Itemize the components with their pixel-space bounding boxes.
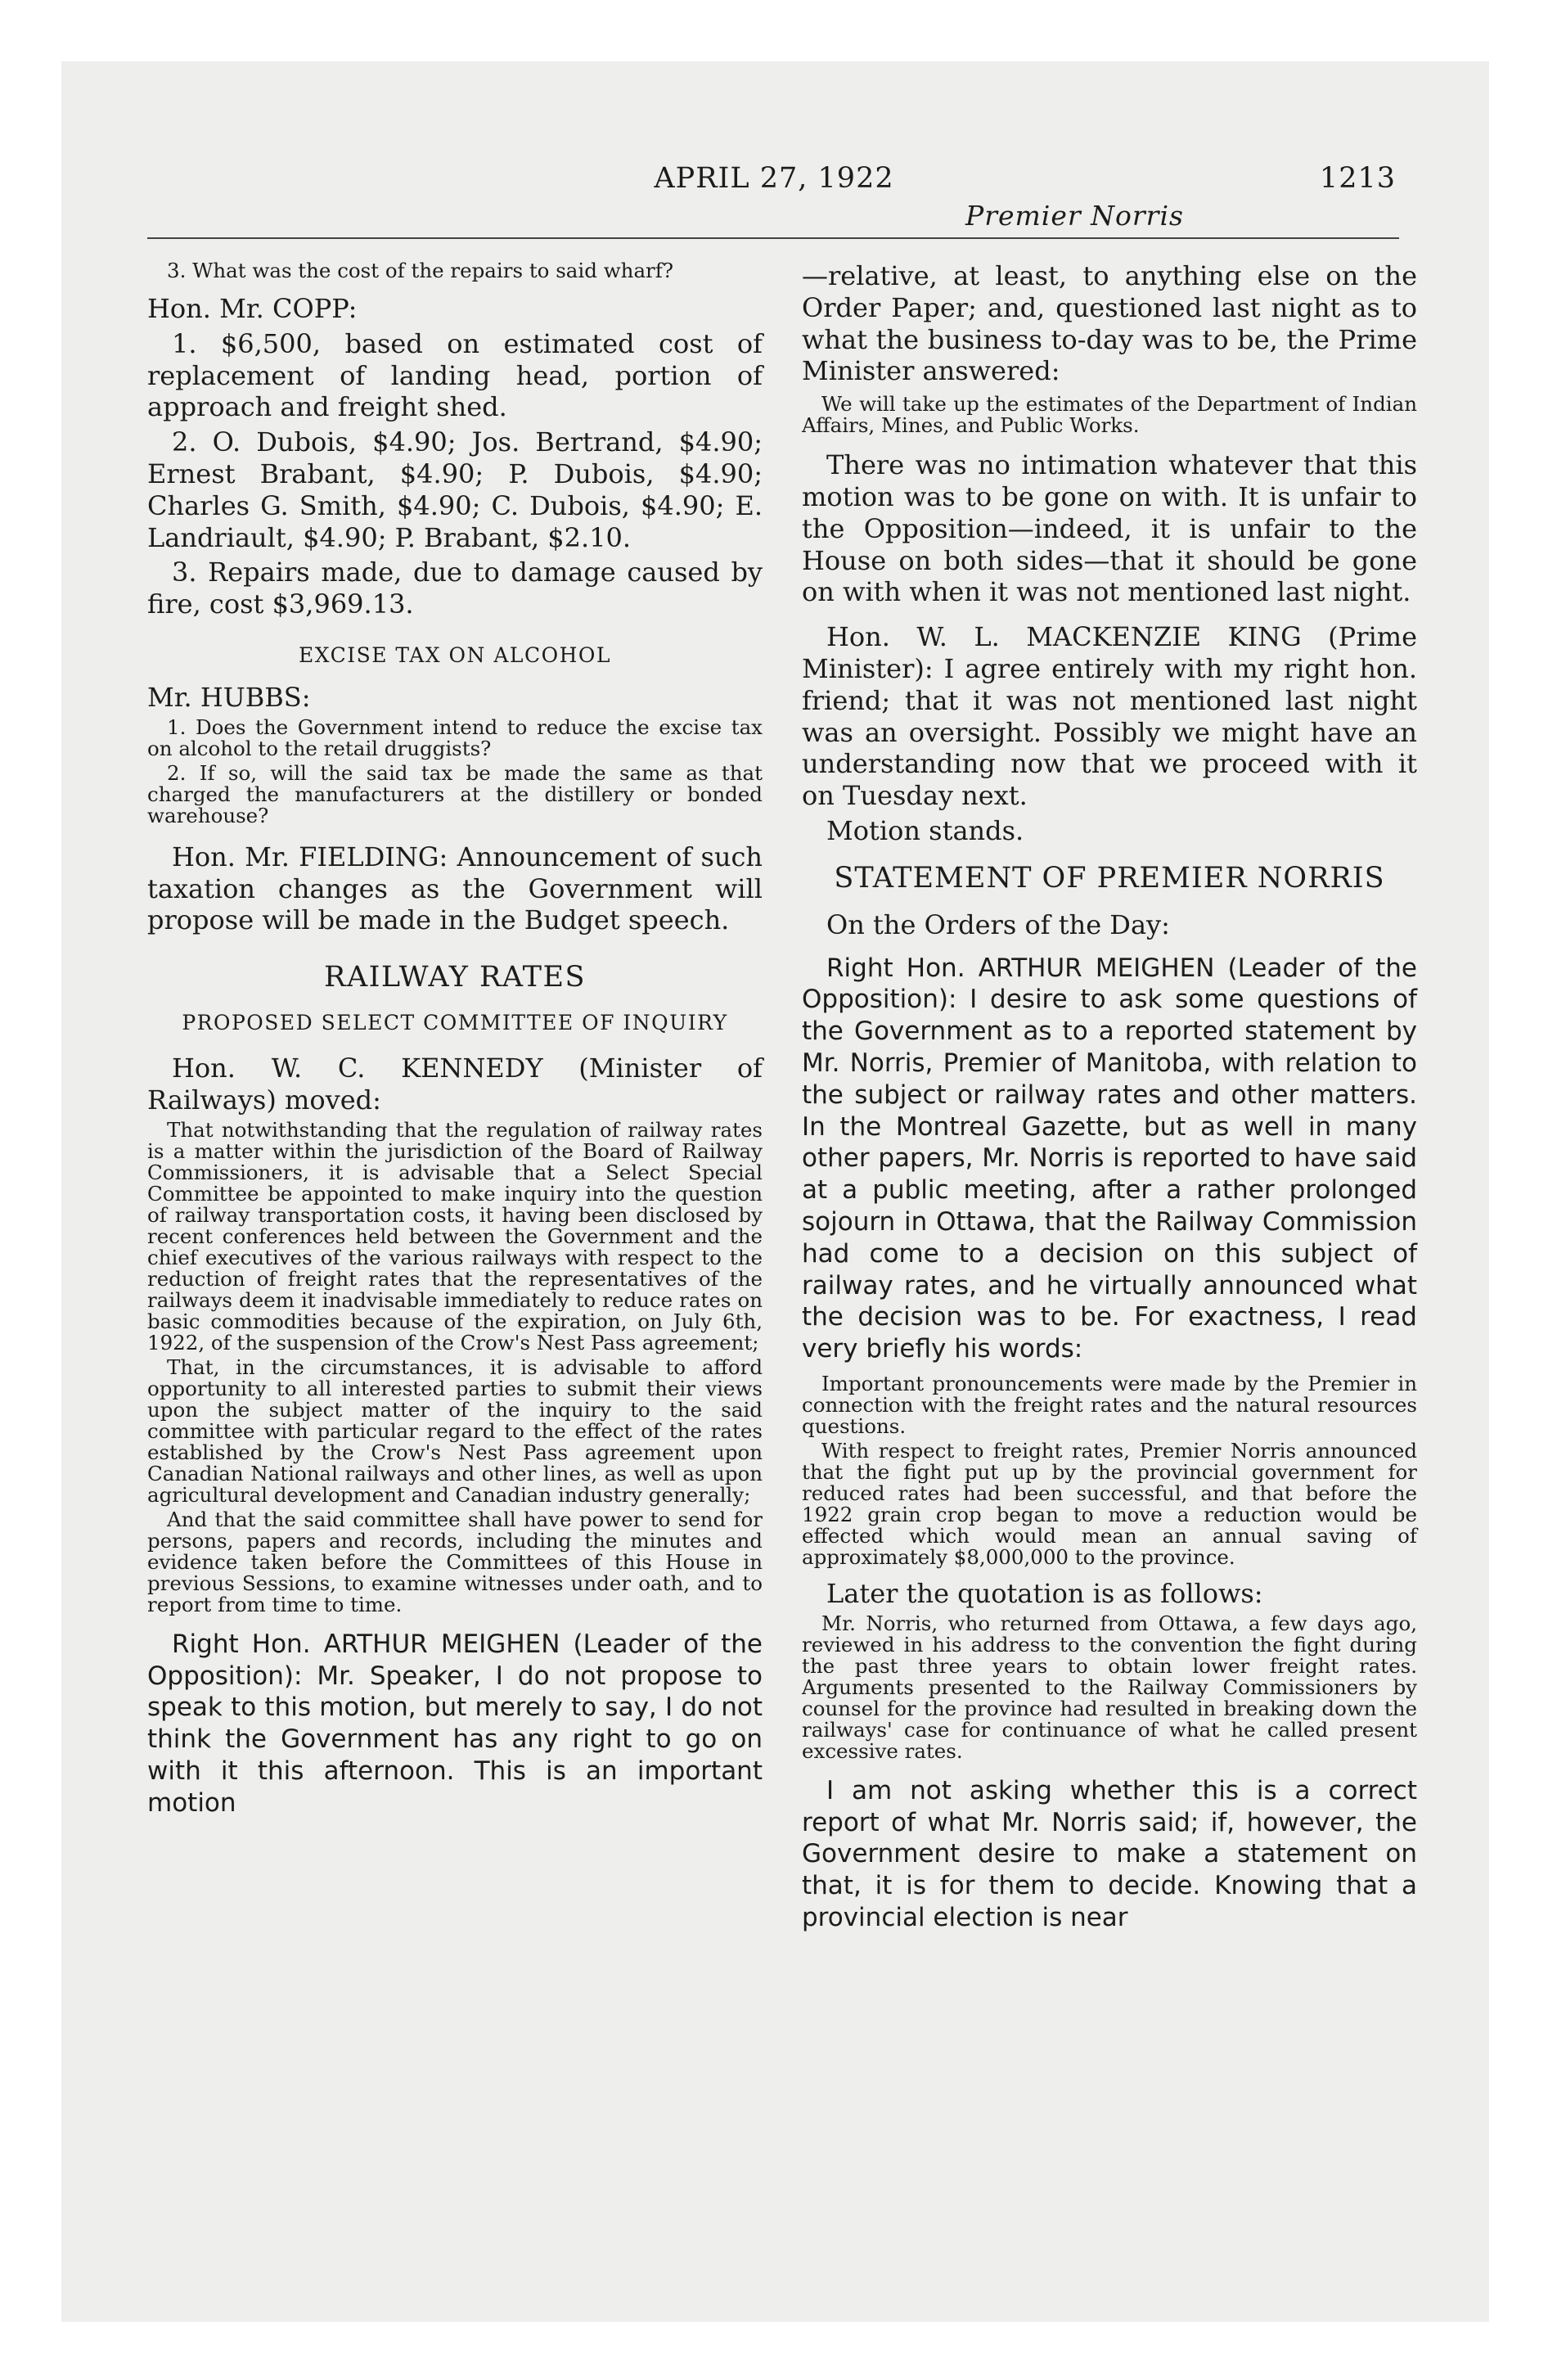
section-heading-statement: STATEMENT OF PREMIER NORRIS — [834, 861, 1385, 895]
meighen-speech-1: Right Hon. ARTHUR MEIGHEN (Leader of the Opposition): Mr. Speaker, I do not propose to speak to this motion, but merely to say, I do not think the Government has any right to go on with it this afternoon. This is an important motion — [147, 1629, 763, 1818]
kennedy-motion-intro: Hon. W. C. KENNEDY (Minister of Railways) moved: — [147, 1053, 763, 1116]
left-column — [147, 260, 763, 1823]
meighen-speech-2: Right Hon. ARTHUR MEIGHEN (Leader of the Opposition): I desire to ask some questions of the Government as to a reported statement by Mr. Norris, Premier of Manitoba, with relation to the subject or railway rates and other matters. In the Montreal Gazette, but as well in many other papers, Mr. Norris is reported to have said at a public meeting, after a rather prolonged sojourn in Ottawa, that the Railway Commission had come to a decision on this subject of railway rates, and he virtually announced what the decision was to be. For exactness, I read very briefly his words: — [802, 953, 1417, 1364]
speaker-hubbs: Mr. HUBBS: — [147, 681, 311, 713]
quote-gazette-3: Mr. Norris, who returned from Ottawa, a few days ago, reviewed in his address to the convention the fight during the past three years to obtain lower freight rates. Arguments presented to the Railway Commissioners by counsel for the province had resulted in breaking down the railways' case for continuance of what he called present excessive rates. — [802, 1611, 1417, 1763]
motion-paragraph-2: That, in the circumstances, it is advisable to afford opportunity to all interested parties to submit their views upon the subject matter of the inquiry to the said committee with particular regard to the effect of the rates established by the Crow's Nest Pass agreement upon Canadian National railways and other lines, as well as upon agricultural development and Canadian industry generally; — [147, 1355, 763, 1507]
quote-prime-minister: We will take up the estimates of the Department of Indian Affairs, Mines, and Public Works. — [802, 392, 1417, 438]
section-subheading-committee: PROPOSED SELECT COMMITTEE OF INQUIRY — [182, 1011, 728, 1035]
right-column — [802, 260, 1417, 1937]
hubbs-question-1: 1. Does the Government intend to reduce the excise tax on alcohol to the retail druggists? — [147, 714, 763, 760]
section-heading-excise: EXCISE TAX ON ALCOHOL — [298, 642, 612, 667]
quote-gazette-2: With respect to freight rates, Premier Norris announced that the fight put up by the provincial government for reduced rates had been successful, and that before the 1922 grain crop began to move a reduction would be effected which would mean an annual saving of approximately $8,000,000 to the province. — [802, 1438, 1417, 1569]
header-rule — [147, 237, 1399, 239]
page-date: APRIL 27, 1922 — [654, 162, 894, 195]
motion-stands: Motion stands. — [826, 814, 1024, 846]
motion-paragraph-3: And that the said committee shall have power to send for persons, papers and records, including the minutes and evidence taken before the Committees of this House in previous Sessions, to examine witnesses under oath, and to report from time to time. — [147, 1507, 763, 1616]
no-intimation-paragraph: There was no intimation whatever that this motion was to be gone on with. It is unfair to the Opposition—indeed, it is unfair to the House on both sides—that it should be gone on with when it was not mentioned last night. — [802, 449, 1417, 608]
answer-3: 3. Repairs made, due to damage caused by fire, cost $3,969.13. — [147, 557, 763, 620]
later-quotation: Later the quotation is as follows: — [826, 1577, 1263, 1609]
page-subject: Premier Norris — [965, 200, 1184, 232]
fielding-answer: Hon. Mr. FIELDING: Announcement of such taxation changes as the Government will propose will be made in the Budget speech. — [147, 841, 763, 936]
question-3: 3. What was the cost of the repairs to said wharf? — [167, 259, 673, 282]
page-number: 1213 — [1319, 162, 1396, 195]
section-heading-railway: RAILWAY RATES — [323, 961, 587, 994]
not-asking-paragraph: I am not asking whether this is a correct report of what Mr. Norris said; if, however, the Government desire to make a statement on that, it is for them to decide. Knowing that a provincial election is near — [802, 1775, 1417, 1932]
king-reply: Hon. W. L. MACKENZIE KING (Prime Minister): I agree entirely with my right hon. friend; that it was not mentioned last night was an oversight. Possibly we might have an understanding now that we proceed with it on Tuesday next. — [802, 621, 1417, 812]
motion-paragraph-1: That notwithstanding that the regulation of railway rates is a matter within the jurisdiction of the Board of Railway Commissioners, it is advisable that a Select Special Committee be appointed to make inquiry into the question of railway transportation costs, it having been disclosed by recent conferences held between the Government and the chief executives of the various railways with respect to the reduction of freight rates that the representatives of the railways deem it inadvisable immediately to reduce rates on basic commodities because of the expiration, on July 6th, 1922, of the suspension of the Crow's Nest Pass agreement; — [147, 1117, 763, 1355]
answer-1: 1. $6,500, based on estimated cost of replacement of landing head, portion of approach and freight shed. — [147, 327, 763, 423]
quote-gazette-1: Important pronouncements were made by the Premier in connection with the freight rates and the natural resources questions. — [802, 1371, 1417, 1438]
hubbs-question-2: 2. If so, will the said tax be made the same as that charged the manufacturers at the distillery or bonded warehouse? — [147, 760, 763, 827]
continuation-paragraph: —relative, at least, to anything else on the Order Paper; and, questioned last night as to what the business to-day was to be, the Prime Minister answered: — [802, 260, 1417, 387]
speaker-copp: Hon. Mr. COPP: — [147, 293, 358, 324]
orders-of-the-day: On the Orders of the Day: — [826, 908, 1170, 940]
answer-2: 2. O. Dubois, $4.90; Jos. Bertrand, $4.90; Ernest Brabant, $4.90; P. Dubois, $4.90; Charles G. Smith, $4.90; C. Dubois, $4.90; E. Landriault, $4.90; P. Brabant, $2.10. — [147, 426, 763, 553]
